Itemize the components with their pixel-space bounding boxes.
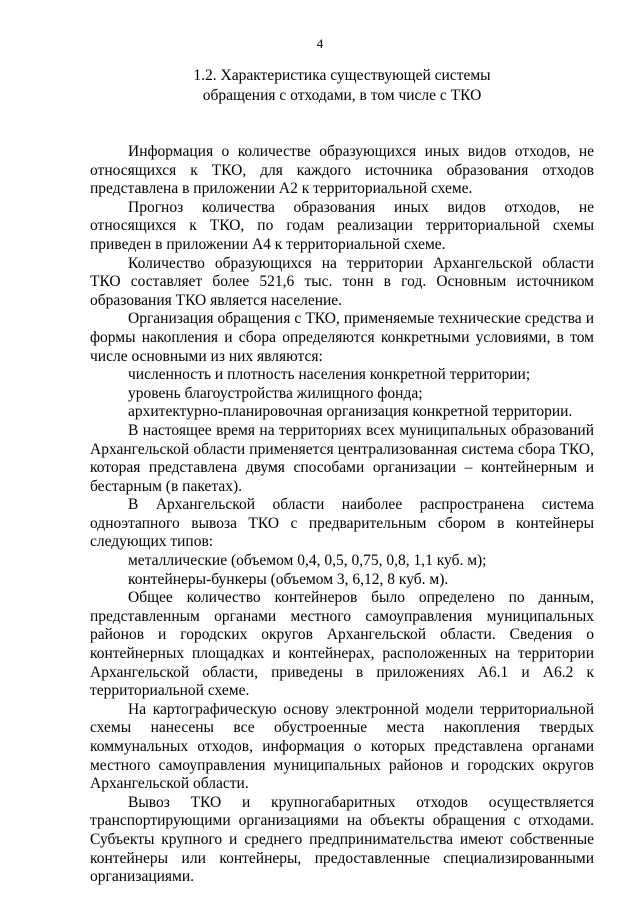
- paragraph-other-waste-info: Информация о количестве образующихся иных видов отходов, не относящихся к ТКО, для каждого источника образования отходов представлена в приложении А2 к территориальной схеме.: [90, 143, 594, 198]
- list-item-bunker-containers: контейнеры-бункеры (объемом 3, 6,12, 8 куб. м).: [128, 570, 449, 588]
- paragraph-container-types: В Архангельской области наиболее распространена система одноэтапного вывоза ТКО с предварительным сбором в контейнеры следующих типов:: [90, 496, 594, 551]
- paragraph-container-count: Общее количество контейнеров было определено по данным, представленным органами местного самоуправления муниципальных районов и городских округов Архангельской области. Сведения о контейнерных площадках и контейнерах, расположенных на территории Архангельской области, приведены в приложениях А6.1 и А6.2 к территориальной схеме.: [90, 589, 594, 700]
- list-item-metal-containers: металлические (объемом 0,4, 0,5, 0,75, 0,8, 1,1 куб. м);: [128, 552, 487, 570]
- paragraph-cartographic-basis: На картографическую основу электронной модели территориальной схемы нанесены все обустроенные места накопления твердых коммунальных отходов, информация о которых представлена органами местного самоуправления муниципальных районов и городских округов Архангельской области.: [90, 700, 594, 793]
- paragraph-tko-volume: Количество образующихся на территории Архангельской области ТКО составляет более 521,6 тыс. тонн в год. Основным источником образования ТКО является население.: [90, 254, 594, 309]
- paragraph-waste-removal: Вывоз ТКО и крупногабаритных отходов осуществляется транспортирующими организациями на объекты обращения с отходами. Субъекты крупного и среднего предпринимательства имеют собственные контейнеры или контейнеры, предоставленные специализированными организациями.: [90, 793, 594, 886]
- list-item-housing-level: уровень благоустройства жилищного фонда;: [128, 384, 423, 402]
- body-text: [90, 143, 594, 887]
- page-number: 4: [316, 36, 324, 51]
- list-item-planning-organization: архитектурно-планировочная организация конкретной территории.: [128, 403, 573, 421]
- section-heading: [90, 66, 594, 106]
- list-item-population-density: численность и плотность населения конкретной территории;: [128, 366, 531, 384]
- section-heading-line-1: 1.2. Характеристика существующей системы: [193, 67, 491, 84]
- paragraph-tko-organization: Организация обращения с ТКО, применяемые технические средства и формы накопления и сбора определяются конкретными условиями, в том числе основными из них являются:: [90, 310, 594, 365]
- section-heading-line-2: обращения с отходами, в том числе с ТКО: [202, 87, 482, 104]
- paragraph-centralized-collection: В настоящее время на территориях всех муниципальных образований Архангельской области применяется централизованная система сбора ТКО, которая представлена двумя способами организации – контейнерным и бестарным (в пакетах).: [90, 421, 594, 495]
- paragraph-other-waste-forecast: Прогноз количества образования иных видов отходов, не относящихся к ТКО, по годам реализации территориальной схемы приведен в приложении А4 к территориальной схеме.: [90, 198, 594, 253]
